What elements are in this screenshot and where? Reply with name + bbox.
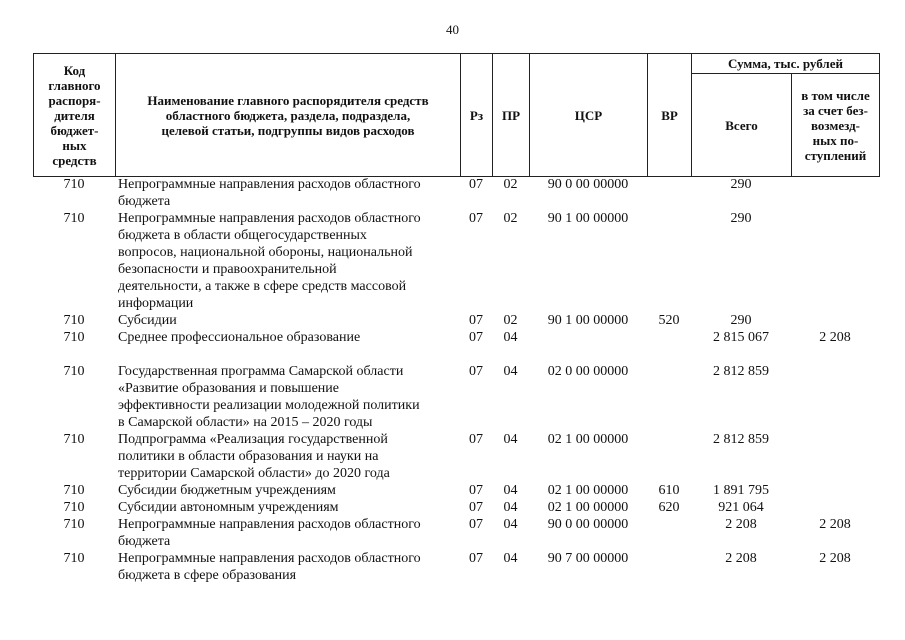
row-code: 710 (63, 177, 85, 192)
header-line: Код (63, 62, 86, 78)
row-pr: 02 (503, 313, 518, 328)
row-code: 710 (63, 432, 85, 447)
row-pr: 04 (503, 330, 518, 345)
row-vr (647, 431, 691, 482)
row-name-line: бюджета в области общегосударственных (118, 228, 367, 243)
row-vr: 520 (658, 313, 680, 328)
row-vr (647, 329, 691, 346)
row-name-line: Субсидии (118, 313, 177, 328)
row-name-line: Субсидии бюджетным учреждениям (118, 483, 336, 498)
row-csr: 02 1 00 00000 (547, 432, 629, 447)
row-name-line: Непрограммные направления расходов областного (118, 177, 421, 192)
row-code: 710 (63, 551, 85, 566)
row-pr: 04 (503, 432, 518, 447)
row-incl (791, 363, 879, 431)
row-rz: 07 (469, 551, 483, 566)
header-code-lines (36, 63, 113, 168)
header-code (34, 54, 116, 177)
table-row (33, 482, 879, 499)
row-name-line: эффективности реализации молодежной политики (118, 398, 420, 413)
row-name (115, 312, 460, 329)
row-name-line: бюджета (118, 534, 171, 549)
header-line: распоря- (48, 92, 101, 108)
row-name-line: безопасности и правоохранительной (118, 262, 337, 277)
row-incl: 2 208 (819, 330, 851, 345)
table-row (33, 210, 879, 312)
row-name (115, 482, 460, 499)
header-line: дителя (54, 107, 95, 123)
row-name (115, 499, 460, 516)
header-csr: ЦСР (530, 54, 648, 177)
header-rz: Рз (461, 54, 493, 177)
row-total: 290 (730, 177, 752, 192)
row-total: 2 812 859 (713, 364, 769, 379)
table-body (33, 176, 879, 584)
row-total: 290 (730, 211, 752, 226)
row-name (115, 550, 460, 584)
table-row (33, 499, 879, 516)
row-vr (647, 363, 691, 431)
row-total: 921 064 (718, 500, 764, 515)
row-pr: 04 (503, 483, 518, 498)
row-name-line: Субсидии автономным учреждениям (118, 500, 339, 515)
row-incl: 2 208 (819, 517, 851, 532)
row-code: 710 (63, 313, 85, 328)
row-rz: 07 (469, 313, 483, 328)
row-vr: 610 (658, 483, 680, 498)
row-code: 710 (63, 330, 85, 345)
row-csr (529, 329, 647, 346)
header-incl (792, 74, 880, 177)
row-csr: 90 0 00 00000 (547, 517, 629, 532)
row-vr (647, 210, 691, 312)
row-name-line: информации (118, 296, 194, 311)
row-pr: 04 (503, 551, 518, 566)
header-total: Всего (692, 74, 792, 177)
table-row (33, 550, 879, 584)
row-name-line: территории Самарской области» до 2020 года (118, 466, 390, 481)
table-row (33, 176, 879, 210)
row-rz: 07 (469, 177, 483, 192)
row-name (115, 210, 460, 312)
table-row (33, 329, 879, 346)
row-name-line: Непрограммные направления расходов областного (118, 517, 421, 532)
row-pr: 04 (503, 517, 518, 532)
header-sum: Сумма, тыс. рублей (692, 54, 880, 74)
row-name-line: Подпрограмма «Реализация государственной (118, 432, 388, 447)
header-line: ных по- (812, 132, 859, 148)
row-pr: 02 (503, 211, 518, 226)
row-name (115, 176, 460, 210)
row-total: 1 891 795 (713, 483, 769, 498)
header-line: областного бюджета, раздела, подраздела, (165, 107, 411, 123)
header-line: главного (48, 77, 101, 93)
row-total: 2 208 (725, 551, 757, 566)
row-name-line: деятельности, а также в сфере средств массовой (118, 279, 407, 294)
header-line: ных (62, 137, 87, 153)
row-incl (791, 499, 879, 516)
row-incl (791, 431, 879, 482)
row-incl: 2 208 (819, 551, 851, 566)
header-name-lines (118, 93, 458, 138)
page-number: 40 (446, 22, 459, 37)
row-name-line: Непрограммные направления расходов областного (118, 551, 421, 566)
header-incl-lines (794, 88, 877, 163)
row-spacer (33, 346, 879, 363)
row-name-line: бюджета в сфере образования (118, 568, 297, 583)
table-row (33, 431, 879, 482)
row-csr: 02 1 00 00000 (547, 483, 629, 498)
header-line: целевой статьи, подгруппы видов расходов (161, 122, 415, 138)
header-line: за счет без- (803, 102, 868, 118)
row-name-line: «Развитие образования и повышение (118, 381, 339, 396)
header-pr: ПР (493, 54, 530, 177)
row-incl (791, 312, 879, 329)
table-row (33, 312, 879, 329)
row-name (115, 431, 460, 482)
row-rz: 07 (469, 211, 483, 226)
row-csr: 02 0 00 00000 (547, 364, 629, 379)
row-name-line: бюджета (118, 194, 171, 209)
row-rz: 07 (469, 432, 483, 447)
row-code: 710 (63, 517, 85, 532)
row-total: 2 815 067 (713, 330, 769, 345)
row-code: 710 (63, 211, 85, 226)
header-line: в том числе (801, 87, 870, 103)
row-total: 290 (730, 313, 752, 328)
row-csr: 90 7 00 00000 (547, 551, 629, 566)
row-rz: 07 (469, 500, 483, 515)
row-name-line: в Самарской области» на 2015 – 2020 годы (118, 415, 373, 430)
row-name-line: Государственная программа Самарской области (118, 364, 404, 379)
row-vr (647, 550, 691, 584)
row-incl (791, 176, 879, 210)
row-csr: 90 1 00 00000 (547, 211, 629, 226)
row-name-line: Непрограммные направления расходов областного (118, 211, 421, 226)
row-rz: 07 (469, 483, 483, 498)
row-rz: 07 (469, 517, 483, 532)
row-vr (647, 176, 691, 210)
row-csr: 90 0 00 00000 (547, 177, 629, 192)
row-incl (791, 482, 879, 499)
row-vr: 620 (658, 500, 680, 515)
row-code: 710 (63, 500, 85, 515)
header-line: бюджет- (50, 122, 99, 138)
header-line: Наименование главного распорядителя средств (147, 92, 429, 108)
row-name (115, 363, 460, 431)
row-pr: 04 (503, 500, 518, 515)
row-pr: 04 (503, 364, 518, 379)
row-name-line: политики в области образования и науки на (118, 449, 379, 464)
row-code: 710 (63, 364, 85, 379)
row-pr: 02 (503, 177, 518, 192)
table-row (33, 516, 879, 550)
row-total: 2 208 (725, 517, 757, 532)
row-name (115, 329, 460, 346)
row-rz: 07 (469, 364, 483, 379)
row-name (115, 516, 460, 550)
row-csr: 90 1 00 00000 (547, 313, 629, 328)
row-total: 2 812 859 (713, 432, 769, 447)
row-rz: 07 (469, 330, 483, 345)
table-row (33, 363, 879, 431)
row-name-line: вопросов, национальной обороны, национальной (118, 245, 413, 260)
row-name-line: Среднее профессиональное образование (118, 330, 361, 345)
header-vr: ВР (648, 54, 692, 177)
row-csr: 02 1 00 00000 (547, 500, 629, 515)
header-line: возмезд- (811, 117, 860, 133)
row-incl (791, 210, 879, 312)
header-line: ступлений (804, 147, 867, 163)
table-header (33, 53, 880, 177)
row-code: 710 (63, 483, 85, 498)
row-vr (647, 516, 691, 550)
header-line: средств (52, 152, 97, 168)
header-name (116, 54, 461, 177)
